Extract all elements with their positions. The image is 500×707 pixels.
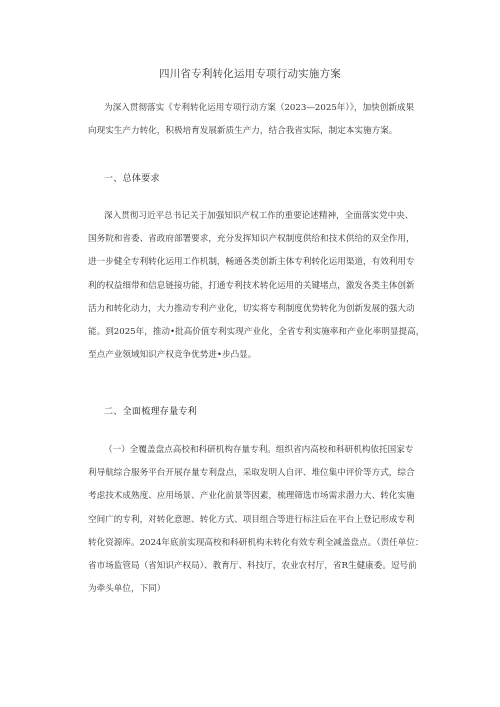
intro-line: 为深入贯彻落实《专利转化运用专项行动方案（2023—2025年）》，加快创新成果: [104, 103, 415, 113]
section-heading-existing-patents: 二、全面梳理存量专利: [104, 407, 198, 417]
section2-line: 空间广的专利，对转化意愿、转化方式、项目组合等进行标注后在平台上登记形成专利: [88, 514, 415, 525]
section-heading-general-requirements: 一、总体要求: [104, 174, 160, 184]
section1-paragraph: [88, 205, 425, 367]
intro-line: 向现实生产力转化，积极培育发展新质生产力，结合我省实际，制定本实施方案。: [88, 126, 398, 137]
section2-line: 利导航综合服务平台开展存量专利盘点，采取发明人自评、堆位集中评价等方式，综合: [88, 468, 415, 479]
section1-line: 利的权益细带和信息链接功能，打通专利技术转化运用的关键堵点，激发各类主体创新: [88, 280, 415, 291]
section2-paragraph: [88, 439, 424, 601]
section1-line: 至点产业领域知识产权竞争优势进•步凸显。: [88, 350, 257, 361]
section2-line: 为牵头单位，下同）: [88, 584, 166, 595]
section2-line: 转化资源库。2024年底前实现高校和科研机构未转化有效专利全减盖盘点。（责任单位：: [88, 537, 424, 548]
section2-line: 省市场监管局（省知识产权局）、教育厅、科技厅，农业农村厅，省R生健康委。逗号前: [88, 561, 417, 572]
intro-paragraph: [88, 97, 418, 143]
section2-line: （一）全覆盖盘点高校和科研机构存量专利。组织省内高校和科研机构依托国家专: [104, 445, 414, 455]
section1-line: 国务院和省委、省政府部署要求，充分发挥知识产权制度供给和技术供给的双全作用，: [88, 234, 415, 245]
section1-line: 深入贯彻习近平总书记关于加强知识产权工作的重要论述精神，全面落实党中央、: [104, 211, 414, 221]
document-title: 四川省专利转化运用专项行动实施方案: [159, 68, 341, 80]
section1-line: 活力和转化动力，大力推动专利产业化，切实将专利制度优势转化为创新发展的强大动: [88, 303, 415, 314]
section1-line: 能。到2025年，推动•批高价值专利实现产业化，全省专利实施率和产业化率明显提高，: [88, 327, 425, 338]
section1-line: 进一步健全专利转化运用工作机制，畅通各类创新主体专利转化运用渠道，有效利用专: [88, 257, 415, 268]
section2-line: 考虑技术成熟度、应用场景、产业化前景等因素，梳理筛选市场需求潜力大、转化实施: [88, 491, 415, 502]
